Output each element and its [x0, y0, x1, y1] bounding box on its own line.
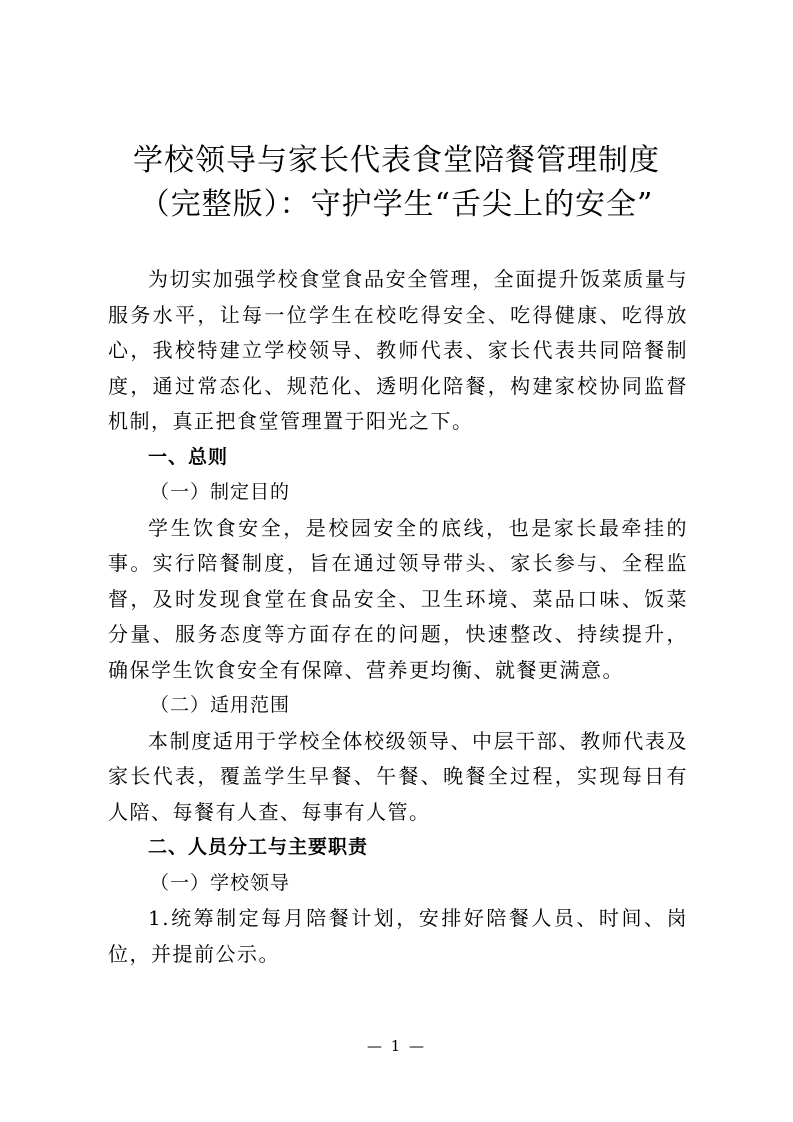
- purpose-paragraph: 学生饮食安全，是校园安全的底线，也是家长最牵挂的事。实行陪餐制度，旨在通过领导带头、家长参与、全程监督，及时发现食堂在食品安全、卫生环境、菜品口味、饭菜分量、服务态度等方面存在的问题，快速整改、持续提升，确保学生饮食安全有保障、营养更均衡、就餐更满意。: [108, 515, 688, 682]
- section-heading-general: 一、总则: [148, 445, 229, 468]
- document-body: [108, 262, 688, 972]
- subsection-heading-scope: （二）适用范围: [150, 694, 291, 716]
- page-number: — 1 —: [366, 1037, 427, 1055]
- document-title-line-2: （完整版）：守护学生“舌尖上的安全”: [139, 187, 654, 222]
- subsection-heading-purpose: （一）制定目的: [150, 481, 291, 503]
- subsection-heading-school-leaders: （一）学校领导: [150, 871, 291, 894]
- document-title-line-1: 学校领导与家长代表食堂陪餐管理制度: [133, 143, 660, 178]
- duty-item-1: 1.统筹制定每月陪餐计划，安排好陪餐人员、时间、岗位，并提前公示。: [108, 906, 688, 966]
- intro-paragraph: 为切实加强学校食堂食品安全管理，全面提升饭菜质量与服务水平，让每一位学生在校吃得安全、吃得健康、吃得放心，我校特建立学校领导、教师代表、家长代表共同陪餐制度，通过常态化、规范化、透明化陪餐，构建家校协同监督机制，真正把食堂管理置于阳光之下。: [108, 267, 688, 433]
- section-heading-duties: 二、人员分工与主要职责: [148, 836, 369, 858]
- scope-paragraph: 本制度适用于学校全体校级领导、中层干部、教师代表及家长代表，覆盖学生早餐、午餐、晚餐全过程，实现每日有人陪、每餐有人查、每事有人管。: [108, 728, 688, 824]
